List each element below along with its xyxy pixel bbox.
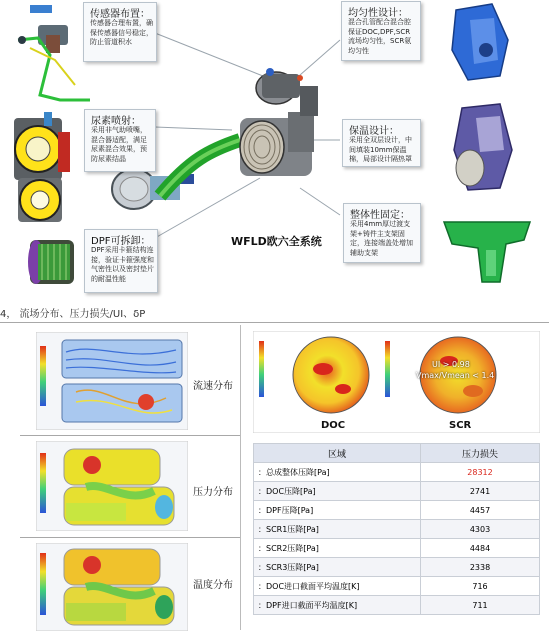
callout-fixing-body: 采用4mm厚过渡支架+铸件主支架固定，连接端盖处增加辅助支架 bbox=[350, 220, 413, 257]
callout-sensor-title: 传感器布置： bbox=[90, 9, 150, 20]
table-row bbox=[254, 463, 540, 482]
table-row bbox=[254, 520, 540, 539]
table-cell-label: ：总成整体压降[Pa] bbox=[254, 463, 421, 482]
section-disks bbox=[253, 331, 540, 433]
callout-sensor-body: 传感器合理布置，确保传感器信号稳定，防止管道积水 bbox=[90, 19, 153, 46]
table-cell-label: ：SCR3压降[Pa] bbox=[254, 558, 421, 577]
vmax-annotation: Vmax/Vmean < 1.4 bbox=[416, 371, 495, 380]
table-cell-value: 716 bbox=[421, 577, 540, 596]
dpf-cylinder-image bbox=[28, 240, 74, 284]
table-row bbox=[254, 539, 540, 558]
callout-uniformity-body: 混合孔管配合混合腔保证DOC,DPF,SCR流场均匀性，SCR氨均匀性 bbox=[348, 18, 412, 55]
table-header-row bbox=[254, 444, 540, 463]
table-row bbox=[254, 501, 540, 520]
urea-mixer-image bbox=[14, 112, 70, 222]
callout-urea bbox=[84, 109, 156, 172]
callout-dpf-title: DPF可拆卸： bbox=[91, 236, 151, 247]
divider-row2 bbox=[20, 537, 240, 538]
table-cell-label: ：SCR2压降[Pa] bbox=[254, 539, 421, 558]
bracket-image bbox=[444, 222, 530, 282]
callout-insulation bbox=[342, 119, 421, 167]
aftertreatment-system-image bbox=[160, 68, 318, 196]
sensor-assembly-image bbox=[18, 5, 90, 100]
table-row bbox=[254, 577, 540, 596]
row-label-pressure: 压力分布 bbox=[193, 487, 233, 498]
scr-label: SCR bbox=[449, 420, 472, 431]
callout-dpf-body: DPF采用卡箍结构连接，验证卡箍强度和气密性以及密封垫片的耐温性能 bbox=[91, 246, 154, 283]
table-header-loss: 压力损失 bbox=[421, 444, 540, 463]
callout-insulation-body: 采用全双层设计，中间填装10mm保温棉，局部设计隔热罩 bbox=[349, 136, 412, 163]
callout-urea-title: 尿素喷射： bbox=[91, 116, 141, 127]
pressure-loss-table bbox=[253, 443, 540, 615]
doc-label: DOC bbox=[321, 420, 346, 431]
table-cell-value: 28312 bbox=[421, 463, 540, 482]
table-row bbox=[254, 482, 540, 501]
table-cell-label: ：DOC压降[Pa] bbox=[254, 482, 421, 501]
callout-dpf bbox=[84, 229, 158, 293]
table-cell-label: ：DPF进口截面平均温度[K] bbox=[254, 596, 421, 615]
ui-annotation: UI > 0.98 bbox=[432, 360, 470, 369]
row-label-flow: 流速分布 bbox=[193, 381, 233, 392]
callout-urea-body: 采用非气助喷嘴，混合器适配，满足尿素混合效果，预防尿素结晶 bbox=[91, 126, 147, 163]
divider-vertical bbox=[240, 325, 241, 630]
callout-sensor bbox=[83, 2, 157, 62]
table-row bbox=[254, 558, 540, 577]
table-row bbox=[254, 596, 540, 615]
callout-insulation-title: 保温设计： bbox=[349, 126, 399, 137]
mixer-casting-image bbox=[452, 4, 508, 80]
divider-row1 bbox=[20, 435, 240, 436]
callout-uniformity-title: 均匀性设计： bbox=[348, 8, 408, 19]
row-label-temperature: 温度分布 bbox=[193, 580, 233, 591]
callout-fixing-title: 整体性固定： bbox=[350, 210, 410, 221]
temperature-plot bbox=[36, 543, 188, 631]
table-header-region: 区域 bbox=[254, 444, 421, 463]
flow-velocity-plot bbox=[36, 332, 188, 430]
callout-uniformity bbox=[341, 1, 421, 61]
insulation-shell-image bbox=[454, 104, 512, 190]
section-caption: 4， 流场分布、压力损失/UI、δP bbox=[0, 309, 146, 320]
table-cell-label: ：DPF压降[Pa] bbox=[254, 501, 421, 520]
divider-top bbox=[0, 322, 549, 323]
table-cell-value: 711 bbox=[421, 596, 540, 615]
system-title: WFLD欧六全系统 bbox=[231, 235, 322, 248]
table-cell-value: 4303 bbox=[421, 520, 540, 539]
table-cell-label: ：DOC进口截面平均温度[K] bbox=[254, 577, 421, 596]
pressure-plot bbox=[36, 441, 188, 531]
doc-disk bbox=[293, 337, 369, 413]
table-cell-value: 4457 bbox=[421, 501, 540, 520]
table-cell-value: 4484 bbox=[421, 539, 540, 558]
table-cell-value: 2741 bbox=[421, 482, 540, 501]
table-cell-label: ：SCR1压降[Pa] bbox=[254, 520, 421, 539]
table-cell-value: 2338 bbox=[421, 558, 540, 577]
callout-fixing bbox=[343, 203, 421, 263]
